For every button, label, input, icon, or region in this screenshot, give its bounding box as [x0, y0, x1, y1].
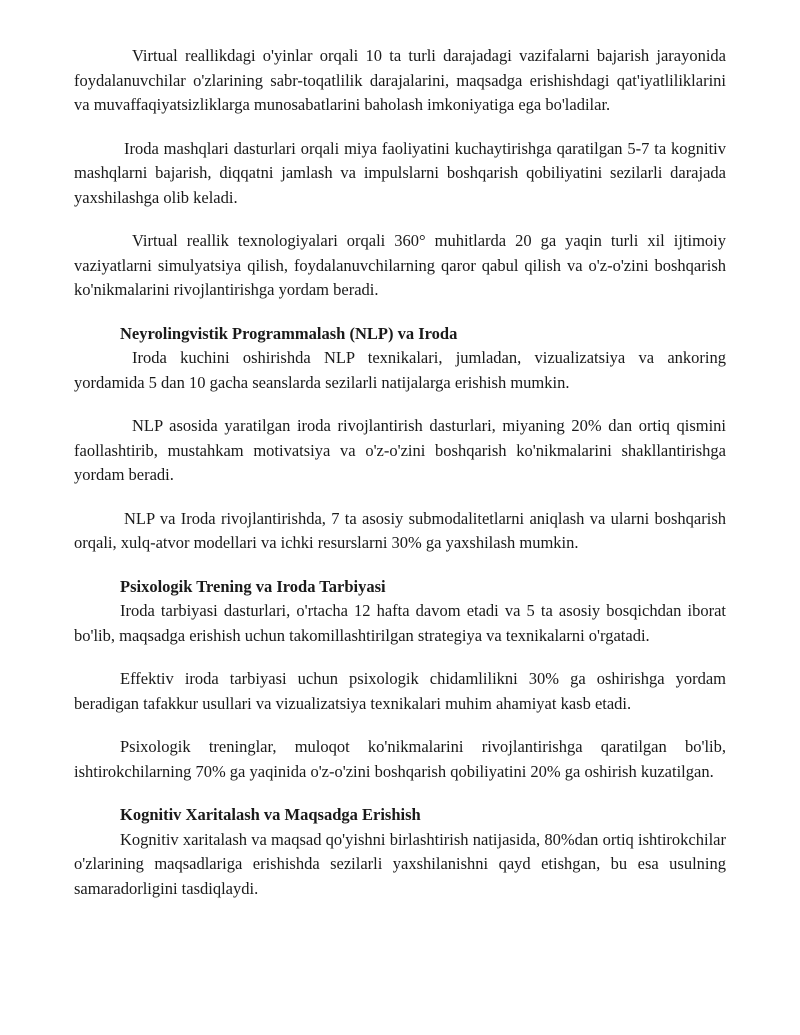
paragraph-nlp-submodalities: NLP va Iroda rivojlantirishda, 7 ta asosiy submodalitetlarni aniqlash va ularni boshqarish orqali, xulq-atvor modellari va ichki resurslarni 30% ga yaxshilash mumkin. [74, 508, 726, 552]
heading-cognitive-mapping: Kognitiv Xaritalash va Maqsadga Erishish [120, 805, 421, 824]
paragraph-cognitive-mapping: Kognitiv xaritalash va maqsad qo'yishni birlashtirish natijasida, 80%dan ortiq ishtirokchilar o'zlarining maqsadlariga erishishda sezilarli yaxshilanishni qayd etishgan, bu esa usulning samaradorligini tasdiqlaydi. [74, 829, 726, 898]
heading-psych-training: Psixologik Trening va Iroda Tarbiyasi [120, 576, 386, 596]
paragraph-vr-simulation: Virtual reallik texnologiyalari orqali 360° muhitlarda 20 ga yaqin turli xil ijtimoiy vaziyatlarni simulyatsiya qilish, foydalanuvchilarning qaror qabul qilish va o'z-o'zini boshqarish ko'nikmalarini rivojlantirishga yordam beradi. [74, 231, 726, 299]
paragraph-vr-games: Virtual reallikdagi o'yinlar orqali 10 ta turli darajadagi vazifalarni bajarish jarayonida foydalanuvchilar o'zlarining sabr-toqatlilik darajalarini, maqsadga erishishdagi qat'iyatliliklarini va muvaffaqiyatsizliklarga munosabatlarini baholash imkoniyatiga ega bo'ladilar. [74, 46, 726, 114]
paragraph-effective-training: Effektiv iroda tarbiyasi uchun psixologik chidamlilikni 30% ga oshirishga yordam beradigan tafakkur usullari va vizualizatsiya texnikalari muhim ahamiyat kasb etadi. [74, 669, 726, 713]
paragraph-nlp-programs: NLP asosida yaratilgan iroda rivojlantirish dasturlari, miyaning 20% dan ortiq qismini faollashtirib, mustahkam motivatsiya va o'z-o'zini boshqarish ko'nikmalarini shakllantirishga yordam beradi. [74, 416, 726, 484]
paragraph-nlp-techniques: Iroda kuchini oshirishda NLP texnikalari, jumladan, vizualizatsiya va ankoring yordamida 5 dan 10 gacha seanslarda sezilarli natijalarga erishish mumkin. [74, 348, 726, 392]
document-page [74, 44, 726, 920]
paragraph-willpower-exercises: Iroda mashqlari dasturlari orqali miya faoliyatini kuchaytirishga qaratilgan 5-7 ta kognitiv mashqlarni bajarish, diqqatni jamlash va impulslarni boshqarish qobiliyatini sezilarli darajada yaxshilashga olib keladi. [74, 138, 726, 207]
paragraph-psych-trainings: Psixologik treninglar, muloqot ko'nikmalarini rivojlantirishga qaratilgan bo'lib, ishtirokchilarning 70% ga yaqinida o'z-o'zini boshqarish qobiliyatini 20% ga oshirish kuzatilgan. [74, 737, 726, 781]
paragraph-training-programs: Iroda tarbiyasi dasturlari, o'rtacha 12 hafta davom etadi va 5 ta asosiy bosqichdan iborat bo'lib, maqsadga erishish uchun takomillashtirilgan strategiya va texnikalarni o'rgatadi. [74, 601, 726, 645]
heading-nlp: Neyrolingvistik Programmalash (NLP) va Iroda [120, 323, 458, 343]
